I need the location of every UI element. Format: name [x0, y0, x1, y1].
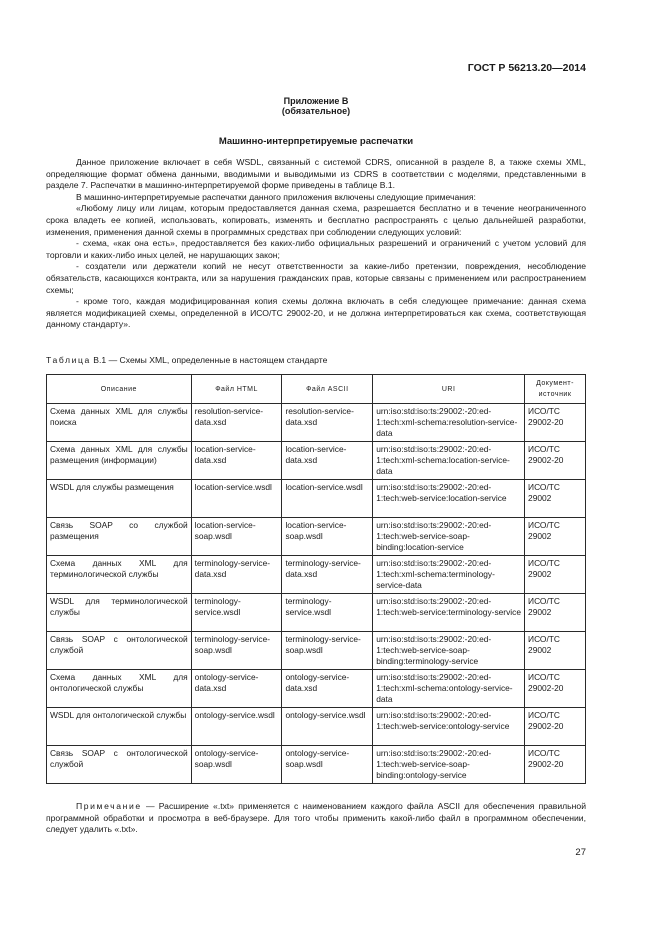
- table-header-row: [47, 375, 586, 404]
- paragraph: - схема, «как она есть», предоставляется без каких-либо официальных разрешений и ограничений с учетом условий для торговли и каких-либо иных целей, не нарушающих закон;: [46, 238, 586, 260]
- column-header: Документ-источник: [525, 375, 586, 404]
- cell-description: Связь SOAP со службой размещения: [47, 518, 192, 556]
- cell-html-file: terminology-service-data.xsd: [191, 556, 282, 594]
- column-header: Файл ASCII: [282, 375, 373, 404]
- cell-html-file: ontology-service-data.xsd: [191, 670, 282, 708]
- cell-description: Схема данных XML для службы размещения (информации): [47, 442, 192, 480]
- cell-description: WSDL для службы размещения: [47, 480, 192, 518]
- annex-heading: Машинно-интерпретируемые распечатки: [218, 136, 414, 147]
- cell-source-document: ИСО/ТС 29002-20: [525, 670, 586, 708]
- note-paragraph: [46, 801, 586, 836]
- cell-html-file: location-service.wsdl: [191, 480, 282, 518]
- column-header: Файл HTML: [191, 375, 282, 404]
- cell-source-document: ИСО/ТС 29002-20: [525, 404, 586, 442]
- table-row: [47, 708, 586, 746]
- cell-source-document: ИСО/ТС 29002-20: [525, 442, 586, 480]
- cell-source-document: ИСО/ТС 29002: [525, 632, 586, 670]
- column-header: URI: [373, 375, 525, 404]
- table-caption-prefix: Таблица: [46, 355, 91, 365]
- cell-uri: urn:iso:std:iso:ts:29002:-20:ed-1:tech:web-service:terminology-service: [373, 594, 525, 632]
- note-text: — Расширение «.txt» применяется с наименованием каждого файла ASCII для обеспечения правильной программной обработки и просмотра в веб-браузере. Для того чтобы применить какой-либо файл в программном обеспечении, следует удалить «.txt».: [46, 801, 586, 835]
- cell-html-file: resolution-service-data.xsd: [191, 404, 282, 442]
- cell-source-document: ИСО/ТС 29002: [525, 480, 586, 518]
- table-caption: [46, 355, 586, 365]
- table-row: [47, 632, 586, 670]
- table-row: [47, 594, 586, 632]
- cell-ascii-file: location-service-data.xsd: [282, 442, 373, 480]
- cell-html-file: ontology-service.wsdl: [191, 708, 282, 746]
- xml-schemas-table: [46, 374, 586, 784]
- cell-ascii-file: terminology-service-soap.wsdl: [282, 632, 373, 670]
- cell-uri: urn:iso:std:iso:ts:29002:-20:ed-1:tech:web-service-soap-binding:ontology-service: [373, 746, 525, 784]
- cell-ascii-file: resolution-service-data.xsd: [282, 404, 373, 442]
- cell-ascii-file: location-service-soap.wsdl: [282, 518, 373, 556]
- table-caption-text: В.1 — Схемы XML, определенные в настоящем стандарте: [90, 355, 328, 365]
- table-row: [47, 518, 586, 556]
- cell-description: Связь SOAP с онтологической службой: [47, 746, 192, 784]
- annex-status: (обязательное): [281, 106, 351, 116]
- cell-ascii-file: terminology-service.wsdl: [282, 594, 373, 632]
- paragraph: Данное приложение включает в себя WSDL, связанный с системой CDRS, описанной в разделе 8, а также схемы XML, определяющие формат обмена данными, вводимыми и выводимыми из CDRS в соответствии с моделями, представленными в разделе 7. Распечатки в машинно-интерпретируемой форме приведены в таблице В.1.: [46, 157, 586, 191]
- cell-uri: urn:iso:std:iso:ts:29002:-20:ed-1:tech:web-service:location-service: [373, 480, 525, 518]
- cell-ascii-file: ontology-service-data.xsd: [282, 670, 373, 708]
- page-number: 27: [575, 847, 586, 858]
- cell-uri: urn:iso:std:iso:ts:29002:-20:ed-1:tech:xml-schema:resolution-service-data: [373, 404, 525, 442]
- cell-source-document: ИСО/ТС 29002: [525, 518, 586, 556]
- cell-uri: urn:iso:std:iso:ts:29002:-20:ed-1:tech:xml-schema:terminology-service-data: [373, 556, 525, 594]
- cell-html-file: location-service-data.xsd: [191, 442, 282, 480]
- cell-html-file: terminology-service.wsdl: [191, 594, 282, 632]
- cell-html-file: location-service-soap.wsdl: [191, 518, 282, 556]
- cell-uri: urn:iso:std:iso:ts:29002:-20:ed-1:tech:web-service:ontology-service: [373, 708, 525, 746]
- cell-description: Связь SOAP с онтологической службой: [47, 632, 192, 670]
- cell-ascii-file: location-service.wsdl: [282, 480, 373, 518]
- cell-description: Схема данных XML для службы поиска: [47, 404, 192, 442]
- cell-uri: urn:iso:std:iso:ts:29002:-20:ed-1:tech:web-service-soap-binding:terminology-service: [373, 632, 525, 670]
- annex-title: Приложение В: [283, 96, 349, 106]
- table-row: [47, 480, 586, 518]
- cell-html-file: ontology-service-soap.wsdl: [191, 746, 282, 784]
- table-row: [47, 556, 586, 594]
- cell-uri: urn:iso:std:iso:ts:29002:-20:ed-1:tech:xml-schema:ontology-service-data: [373, 670, 525, 708]
- cell-description: Схема данных XML для онтологической службы: [47, 670, 192, 708]
- paragraph: «Любому лицу или лицам, которым предоставляется данная схема, разрешается бесплатно и в течение неограниченного срока владеть ее копией, использовать, копировать, изменять и бесплатно распространять с целью дальнейшей разработки, изменения, применения данной схемы в программных средствах при соблюдении следующих условий:: [46, 203, 586, 237]
- cell-ascii-file: ontology-service.wsdl: [282, 708, 373, 746]
- cell-ascii-file: ontology-service-soap.wsdl: [282, 746, 373, 784]
- cell-source-document: ИСО/ТС 29002: [525, 556, 586, 594]
- cell-description: WSDL для терминологической службы: [47, 594, 192, 632]
- cell-uri: urn:iso:std:iso:ts:29002:-20:ed-1:tech:web-service-soap-binding:location-service: [373, 518, 525, 556]
- paragraph: - создатели или держатели копий не несут ответственности за какие-либо претензии, повреждения, несоблюдение обязательств, касающихся контракта, или за нарушения гражданских прав, которые связаны с применением или распространением схемы;: [46, 261, 586, 295]
- cell-description: WSDL для онтологической службы: [47, 708, 192, 746]
- body-text: [46, 157, 586, 331]
- cell-source-document: ИСО/ТС 29002: [525, 594, 586, 632]
- cell-source-document: ИСО/ТС 29002-20: [525, 708, 586, 746]
- table-note: [46, 801, 586, 836]
- cell-html-file: terminology-service-soap.wsdl: [191, 632, 282, 670]
- table-row: [47, 442, 586, 480]
- cell-uri: urn:iso:std:iso:ts:29002:-20:ed-1:tech:xml-schema:location-service-data: [373, 442, 525, 480]
- cell-ascii-file: terminology-service-data.xsd: [282, 556, 373, 594]
- standard-code: ГОСТ Р 56213.20—2014: [467, 62, 586, 74]
- table-row: [47, 746, 586, 784]
- cell-source-document: ИСО/ТС 29002-20: [525, 746, 586, 784]
- column-header: Описание: [47, 375, 192, 404]
- table-row: [47, 670, 586, 708]
- paragraph: В машинно-интерпретируемые распечатки данного приложения включены следующие примечания:: [76, 191, 476, 202]
- paragraph: - кроме того, каждая модифицированная копия схемы должна включать в себя следующее примечание: данная схема является модификацией схемы, определенной в ИСО/ТС 29002-20, и не должна интерпретироваться как схема, соответствующая данному стандарту».: [46, 296, 586, 330]
- note-label: Примечание: [76, 801, 142, 811]
- cell-description: Схема данных XML для терминологической службы: [47, 556, 192, 594]
- table-row: [47, 404, 586, 442]
